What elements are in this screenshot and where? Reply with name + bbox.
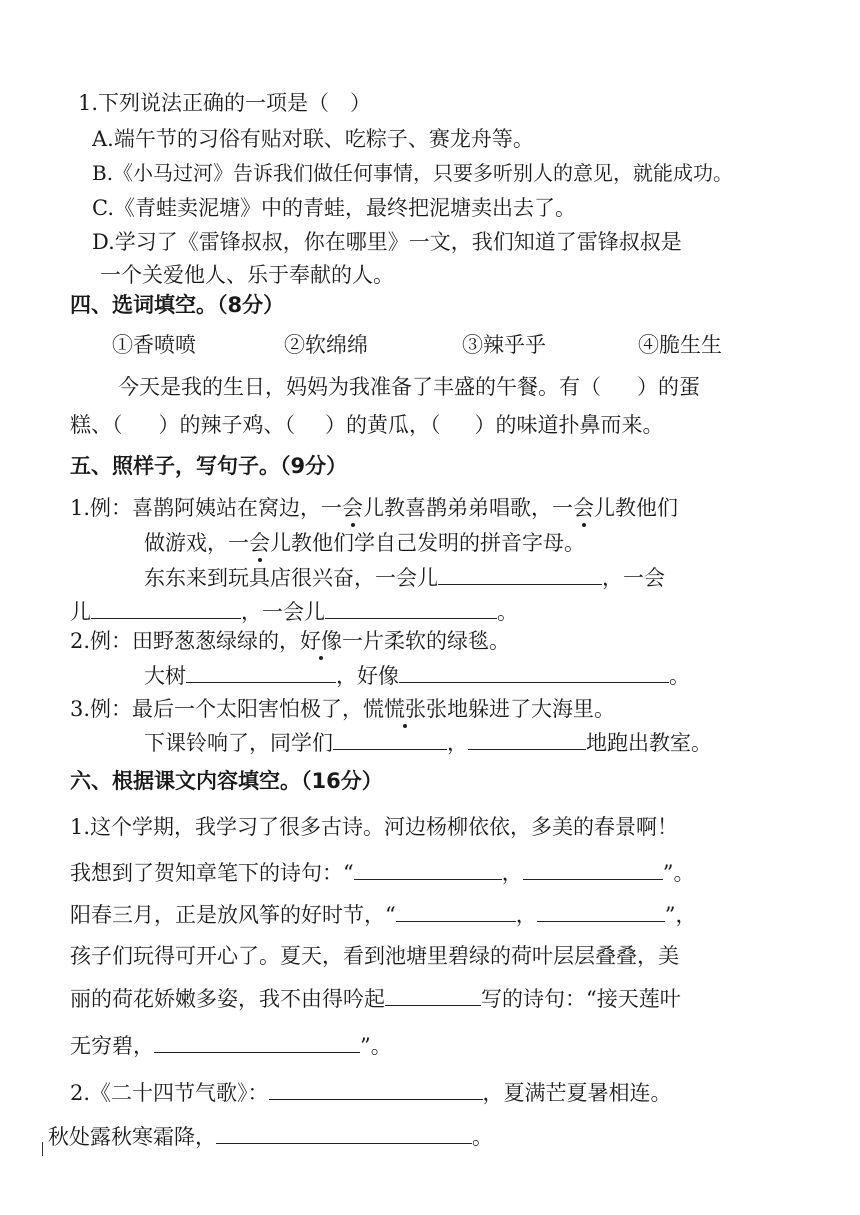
passage-text: ）的蛋 <box>637 375 700 399</box>
ex3-label: 3.例： <box>70 697 133 721</box>
answer-blank[interactable] <box>537 899 665 922</box>
answer-blank[interactable] <box>523 857 663 880</box>
q1-stem: 下列说法正确的一项是（ ） <box>98 91 372 115</box>
ex1-line4 <box>70 596 518 627</box>
ex2-line2 <box>144 660 690 691</box>
answer-blank[interactable] <box>468 727 586 750</box>
emphasis-word: 一会儿 <box>321 496 385 520</box>
answer-blank[interactable] <box>91 596 241 619</box>
ex2-label: 2.例： <box>70 629 133 653</box>
example-text: 最后一个太阳害怕极了， <box>132 697 364 721</box>
passage-text: ”。 <box>662 861 695 885</box>
section6-p1-line4: 孩子们玩得可开心了。夏天，看到池塘里碧绿的荷叶层层叠叠，美 <box>70 944 679 968</box>
passage-text: ， <box>515 903 537 927</box>
answer-blank[interactable] <box>333 727 447 750</box>
example-text: 教他们 <box>615 496 679 520</box>
word-option-2: ②软绵绵 <box>284 333 368 357</box>
prompt-text: ，好像 <box>336 664 399 688</box>
passage-text: ）的味道扑鼻而来。 <box>474 413 664 437</box>
section6-p2-line2 <box>48 1121 493 1152</box>
answer-blank[interactable] <box>269 1077 483 1100</box>
prompt-text: 地跑出教室。 <box>586 731 712 755</box>
answer-blank[interactable] <box>154 1030 360 1053</box>
word-option-4: ④脆生生 <box>638 333 722 357</box>
passage-text: 阳春三月，正是放风筝的好时节，“ <box>70 903 396 927</box>
ex1-line2 <box>144 528 585 558</box>
passage-text: 我想到了贺知章笔下的诗句：“ <box>70 861 354 885</box>
answer-blank[interactable] <box>396 899 516 922</box>
ex1-line3 <box>144 562 665 593</box>
section6-p1-line2 <box>70 857 695 888</box>
ex1-line1 <box>70 493 678 523</box>
emphasis-word: 好像 <box>300 629 343 653</box>
emphasis-word: 一会儿 <box>228 531 291 555</box>
prompt-text: ，一会 <box>602 566 665 590</box>
section6-p1-line3 <box>70 899 697 930</box>
prompt-text: 下课铃响了，同学们 <box>144 731 333 755</box>
ex3-line1 <box>70 694 615 724</box>
prompt-text: 儿 <box>70 600 91 624</box>
passage-text: ）的黄瓜，（ <box>325 413 441 437</box>
emphasis-word: 一会儿 <box>552 496 616 520</box>
passage-text: 无穷碧， <box>70 1034 154 1058</box>
passage-text: ，夏满芒夏暑相连。 <box>482 1081 672 1105</box>
passage-text: 秋处露秋寒霜降， <box>48 1125 216 1149</box>
emphasis-word: 慌慌张张 <box>363 697 448 721</box>
passage-text: ）的辣子鸡、（ <box>158 413 295 437</box>
answer-blank[interactable] <box>325 596 497 619</box>
section4-title: 四、选词填空。（8分） <box>70 293 285 317</box>
q1-option-d: D.学习了《雷锋叔叔，你在哪里》一文，我们知道了雷锋叔叔是 <box>92 230 682 254</box>
passage-text: 丽的荷花娇嫩多姿，我不由得吟起 <box>70 987 385 1011</box>
example-text: 做游戏， <box>144 531 228 555</box>
pen-mark <box>42 1142 47 1156</box>
example-text: 喜鹊阿姨站在窝边， <box>132 496 322 520</box>
section6-p2-line1 <box>70 1077 672 1108</box>
q1-option-b: B.《小马过河》告诉我们做任何事情，只要多听别人的意见，就能成功。 <box>92 161 734 185</box>
passage-text: ”。 <box>360 1034 392 1058</box>
passage-text: 今天是我的生日，妈妈为我准备了丰盛的午餐。有（ <box>118 375 601 399</box>
q1-number: 1. <box>78 91 99 115</box>
prompt-text: 。 <box>669 664 690 688</box>
section4-passage-line1 <box>118 372 700 402</box>
ex3-line2 <box>144 727 712 758</box>
answer-blank[interactable] <box>354 857 502 880</box>
section6-p1-line1: 1.这个学期，我学习了很多古诗。河边杨柳依依，多美的春景啊！ <box>70 815 679 839</box>
prompt-text: 大树 <box>144 664 186 688</box>
word-option-3: ③辣乎乎 <box>462 333 546 357</box>
example-text: 教他们学自己发明的拼音字母。 <box>291 531 585 555</box>
passage-text: 写的诗句：“接天莲叶 <box>481 987 681 1011</box>
passage-text: ， <box>501 861 523 885</box>
example-text: 教喜鹊弟弟唱歌， <box>384 496 553 520</box>
section5-title: 五、照样子，写句子。（9分） <box>70 454 348 478</box>
ex2-line1 <box>70 626 510 656</box>
answer-blank[interactable] <box>399 660 669 683</box>
answer-blank[interactable] <box>438 562 602 585</box>
example-text: 一片柔软的绿毯。 <box>342 629 511 653</box>
section6-title: 六、根据课文内容填空。（16分） <box>70 769 383 793</box>
section6-p1-line6 <box>70 1030 392 1061</box>
section4-passage-line2 <box>70 410 664 440</box>
word-option-1: ①香喷喷 <box>112 333 196 357</box>
q1-option-a: A.端午节的习俗有贴对联、吃粽子、赛龙舟等。 <box>92 127 534 151</box>
section6-p1-line5 <box>70 983 681 1014</box>
prompt-text: ， <box>447 731 468 755</box>
example-text: 地躲进了大海里。 <box>447 697 616 721</box>
passage-text: 。 <box>472 1125 493 1149</box>
prompt-text: 。 <box>497 600 518 624</box>
passage-text: 2.《二十四节气歌》： <box>70 1081 269 1105</box>
prompt-text: 东东来到玩具店很兴奋，一会儿 <box>144 566 438 590</box>
answer-blank[interactable] <box>216 1121 472 1144</box>
q1-stem-line <box>78 88 371 118</box>
answer-blank[interactable] <box>186 660 336 683</box>
prompt-text: ，一会儿 <box>241 600 325 624</box>
ex1-label: 1.例： <box>70 496 133 520</box>
passage-text: ”， <box>664 903 697 927</box>
q1-option-d-cont: 一个关爱他人、乐于奉献的人。 <box>100 263 394 287</box>
passage-text: 糕、（ <box>70 413 123 437</box>
q1-option-c: C.《青蛙卖泥塘》中的青蛙，最终把泥塘卖出去了。 <box>92 196 576 220</box>
example-text: 田野葱葱绿绿的， <box>132 629 301 653</box>
answer-blank[interactable] <box>385 983 481 1006</box>
